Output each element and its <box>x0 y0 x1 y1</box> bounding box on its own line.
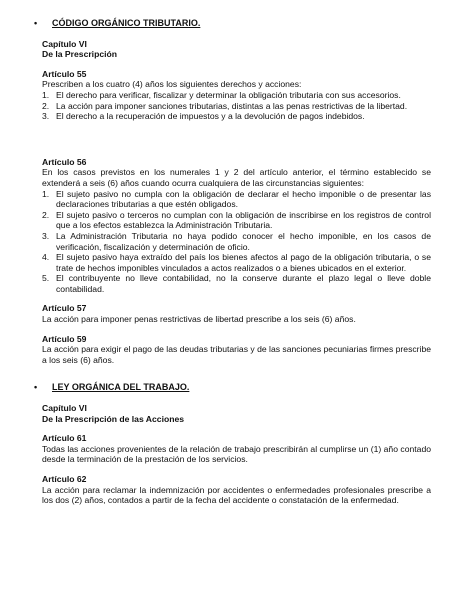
article-title: Artículo 61 <box>42 433 87 444</box>
chapter-title: De la Prescripción de las Acciones <box>42 413 185 424</box>
article-61 <box>42 433 431 465</box>
list-item <box>42 189 431 210</box>
list-text: El derecho para verificar, fiscalizar y determinar la obligación tributaria con sus accesorios. <box>56 89 401 100</box>
list-item <box>42 252 431 273</box>
law-title: LEY ORGÁNICA DEL TRABAJO. <box>52 382 190 393</box>
article-intro: Prescriben a los cuatro (4) años los siguientes derechos y acciones: <box>42 79 302 90</box>
article-text: La acción para exigir el pago de las deudas tributarias y de las sanciones pecuniarias firmes prescribe a los seis (6) años. <box>42 344 431 365</box>
article-55 <box>42 69 431 122</box>
spacer <box>42 374 431 382</box>
list-text: El sujeto pasivo no cumpla con la obligación de declarar el hecho imponible o de presentar las declaraciones tributarias a que estén obligados. <box>56 188 431 210</box>
article-list <box>42 189 431 295</box>
list-text: El derecho a la recuperación de impuestos y a la devolución de pagos indebidos. <box>56 111 365 122</box>
list-item <box>42 273 431 294</box>
article-62 <box>42 474 431 506</box>
article-57 <box>42 303 431 324</box>
article-title: Artículo 62 <box>42 474 87 484</box>
article-title: Artículo 59 <box>42 333 87 344</box>
list-item <box>42 90 431 101</box>
list-text: El sujeto pasivo haya extraído del país los bienes afectos al pago de la obligación tributaria, o se trate de hechos imponibles vinculados a actos realizados o a bienes ubicados en el exterior. <box>56 252 431 273</box>
list-number: 2. <box>42 209 50 220</box>
chapter-label: Capítulo VI <box>42 403 87 414</box>
list-number: 2. <box>42 100 50 111</box>
list-number: 4. <box>42 252 50 263</box>
article-text: Todas las acciones provenientes de la relación de trabajo prescribirán al cumplirse un (1) año contado desde la terminación de la prestación de los servicios. <box>42 443 431 465</box>
article-text: La acción para reclamar la indemnización por accidentes o enfermedades profesionales prescribe a los dos (2) años, contados a partir de la fecha del accidente o constatación de la enfermedad. <box>42 484 431 506</box>
bullet-icon: • <box>34 382 38 393</box>
chapter-title: De la Prescripción <box>42 49 117 60</box>
list-number: 5. <box>42 273 50 284</box>
article-title: Artículo 57 <box>42 303 87 314</box>
list-number: 1. <box>42 89 50 100</box>
list-number: 3. <box>42 230 50 241</box>
article-list <box>42 90 431 122</box>
bullet-icon: • <box>34 18 38 28</box>
list-text: La Administración Tributaria no haya podido conocer el hecho imponible, en los casos de verificación, fiscalización y determinación de oficio. <box>56 230 431 252</box>
list-item <box>42 231 431 252</box>
list-number: 3. <box>42 111 50 122</box>
law-heading-tributario <box>34 18 431 29</box>
article-title: Artículo 55 <box>42 68 87 79</box>
list-text: El sujeto pasivo o terceros no cumplan con la obligación de inscribirse en los registros de control que a los efectos establezca la Administración Tributaria. <box>56 209 431 231</box>
law-heading-trabajo <box>34 382 431 393</box>
list-item <box>42 210 431 231</box>
article-text: La acción para imponer penas restrictivas de libertad prescribe a los seis (6) años. <box>42 314 356 325</box>
chapter-label: Capítulo VI <box>42 38 87 49</box>
list-number: 1. <box>42 188 50 199</box>
spacer <box>42 131 431 157</box>
list-item <box>42 101 431 112</box>
article-56 <box>42 157 431 295</box>
list-item <box>42 111 431 122</box>
article-title: Artículo 56 <box>42 156 87 167</box>
list-text: El contribuyente no lleve contabilidad, no la conserve durante el plazo legal o lleve doble contabilidad. <box>56 273 431 294</box>
list-text: La acción para imponer sanciones tributarias, distintas a las penas restrictivas de la libertad. <box>56 100 408 111</box>
article-intro: En los casos previstos en los numerales 1 y 2 del artículo anterior, el término establecido se extenderá a seis (6) años cuando ocurra cualquiera de las circunstancias siguientes: <box>42 167 431 188</box>
law-title: CÓDIGO ORGÁNICO TRIBUTARIO. <box>52 18 201 28</box>
article-59 <box>42 334 431 366</box>
